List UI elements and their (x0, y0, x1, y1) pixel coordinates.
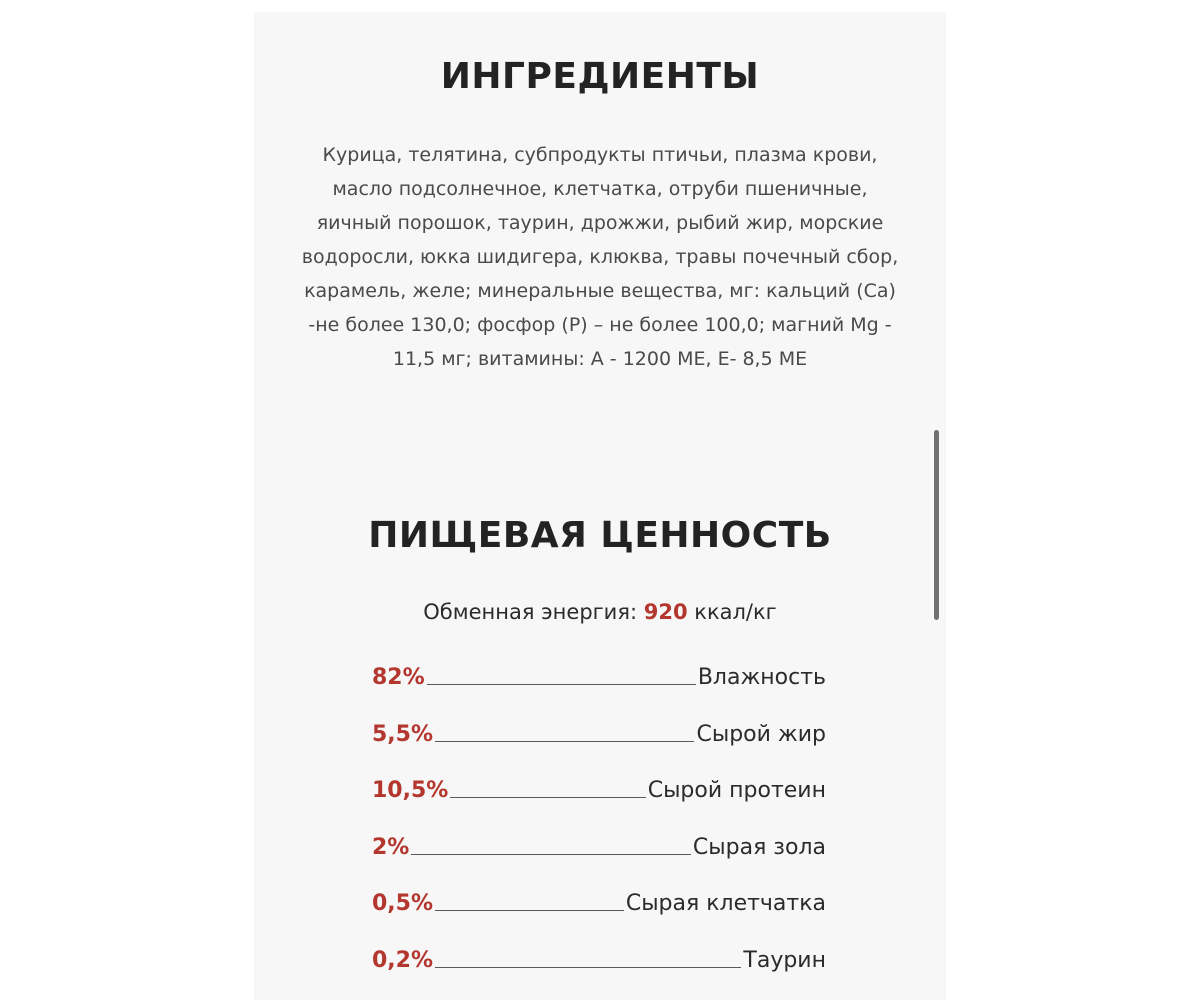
product-info-panel (254, 12, 946, 1000)
leader-line (427, 684, 696, 685)
nutrition-percent: 10,5% (372, 778, 449, 803)
nutrition-row-moisture (372, 656, 826, 690)
nutrition-label: Влажность (697, 665, 826, 690)
nutrition-percent: 5,5% (372, 721, 434, 747)
nutrition-label: Сырой протеин (647, 778, 826, 803)
nutrition-row-fiber (372, 882, 826, 916)
nutrition-label: Сырой жир (696, 721, 826, 747)
nutrition-list (372, 656, 826, 995)
leader-line (435, 741, 694, 742)
nutrition-percent: 0,5% (372, 891, 434, 916)
leader-line (435, 967, 741, 968)
nutrition-title: ПИЩЕВАЯ ЦЕННОСТЬ (368, 515, 832, 556)
ingredients-title: ИНГРЕДИЕНТЫ (440, 56, 760, 97)
energy-unit: ккал/кг (694, 600, 777, 624)
nutrition-row-ash (372, 826, 826, 860)
scrollbar-thumb[interactable] (934, 430, 939, 620)
nutrition-row-fat (372, 713, 826, 747)
ingredients-text: Курица, телятина, субпродукты птичьи, плазма крови, масло подсолнечное, клетчатка, отруби пшеничные, яичный порошок, таурин, дрожжи, рыбий жир, морские водоросли, юкка шидигера, клюква, травы почечный сбор, карамель, желе; минеральные вещества, мг: кальций (Са) -не более 130,0; фосфор (Р) – не более 100,0; магний Mg - 11,5 мг; витамины: А - 1200 МЕ, Е- 8,5 МЕ (301, 144, 899, 370)
leader-line (450, 797, 645, 798)
energy-value: 920 (643, 600, 688, 624)
nutrition-row-taurine (372, 939, 826, 973)
nutrition-percent: 2% (372, 834, 410, 860)
nutrition-label: Сырая клетчатка (625, 891, 826, 916)
nutrition-row-protein (372, 769, 826, 803)
nutrition-label: Сырая зола (692, 834, 826, 860)
leader-line (435, 910, 624, 911)
energy-label: Обменная энергия: (423, 600, 638, 624)
leader-line (411, 854, 691, 855)
nutrition-percent: 82% (372, 665, 425, 690)
nutrition-label: Таурин (743, 947, 826, 973)
energy-line (254, 600, 946, 624)
nutrition-percent: 0,2% (372, 947, 434, 973)
